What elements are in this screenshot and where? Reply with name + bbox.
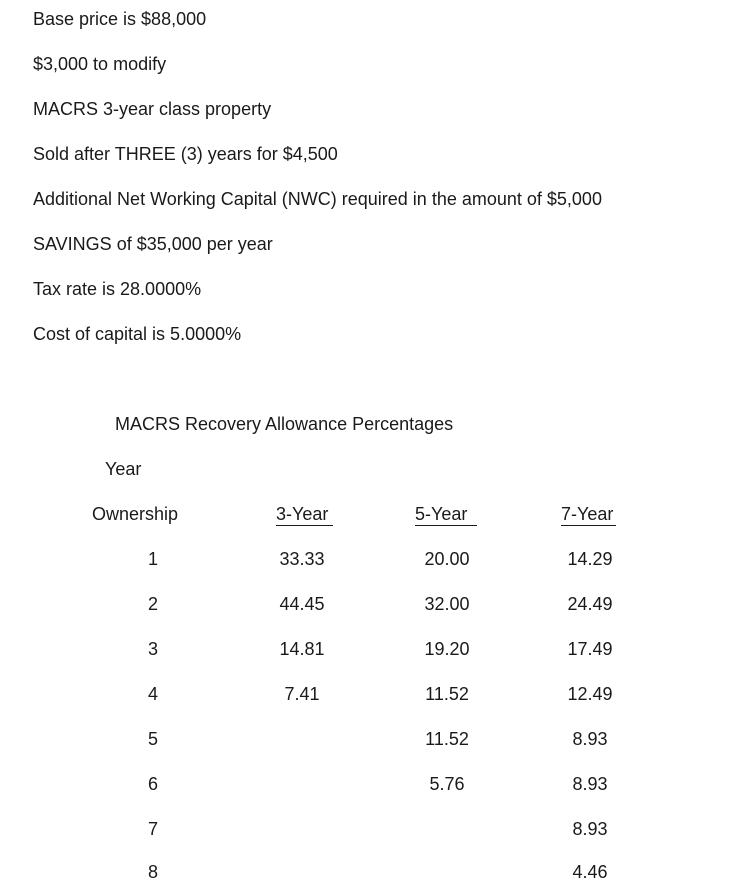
- cell-5-year: 5.76: [429, 774, 465, 794]
- fact-base-price: Base price is $88,000: [33, 9, 207, 29]
- cell-7-year: 8.93: [572, 729, 608, 749]
- fact-savings: SAVINGS of $35,000 per year: [33, 234, 273, 254]
- fact-cost-of-capital: Cost of capital is 5.0000%: [33, 324, 242, 344]
- col-header-7-year: 7-Year: [561, 503, 616, 526]
- cell-7-year: 24.49: [567, 594, 613, 614]
- ownership-label: Ownership: [92, 504, 179, 524]
- row-year: 3: [147, 639, 158, 659]
- cell-7-year: 4.46: [572, 862, 608, 882]
- row-year: 2: [147, 594, 158, 614]
- cell-5-year: 32.00: [424, 594, 470, 614]
- fact-modify-cost: $3,000 to modify: [33, 54, 167, 74]
- cell-3-year: 44.45: [279, 594, 325, 614]
- macrs-table-title: MACRS Recovery Allowance Percentages: [115, 414, 454, 434]
- col-header-5-year: 5-Year: [415, 503, 477, 526]
- row-year: 4: [147, 684, 158, 704]
- cell-7-year: 12.49: [567, 684, 613, 704]
- cell-3-year: 7.41: [284, 684, 320, 704]
- col-header-3-year: 3-Year: [276, 503, 333, 526]
- cell-3-year: 33.33: [279, 549, 325, 569]
- cell-7-year: 8.93: [572, 774, 608, 794]
- cell-5-year: 20.00: [424, 549, 470, 569]
- fact-nwc: Additional Net Working Capital (NWC) required in the amount of $5,000: [33, 189, 602, 209]
- row-year: 5: [147, 729, 158, 749]
- cell-5-year: 19.20: [424, 639, 470, 659]
- row-year: 8: [147, 862, 158, 882]
- cell-7-year: 17.49: [567, 639, 613, 659]
- fact-tax-rate: Tax rate is 28.0000%: [33, 279, 202, 299]
- row-year: 1: [147, 549, 158, 569]
- row-year: 7: [147, 819, 158, 839]
- cell-7-year: 14.29: [567, 549, 613, 569]
- fact-salvage: Sold after THREE (3) years for $4,500: [33, 144, 338, 164]
- row-year: 6: [147, 774, 158, 794]
- fact-macrs-class: MACRS 3-year class property: [33, 99, 272, 119]
- cell-5-year: 11.52: [425, 684, 469, 704]
- cell-7-year: 8.93: [572, 819, 608, 839]
- cell-3-year: 14.81: [279, 639, 325, 659]
- year-label: Year: [105, 459, 142, 479]
- cell-5-year: 11.52: [425, 729, 469, 749]
